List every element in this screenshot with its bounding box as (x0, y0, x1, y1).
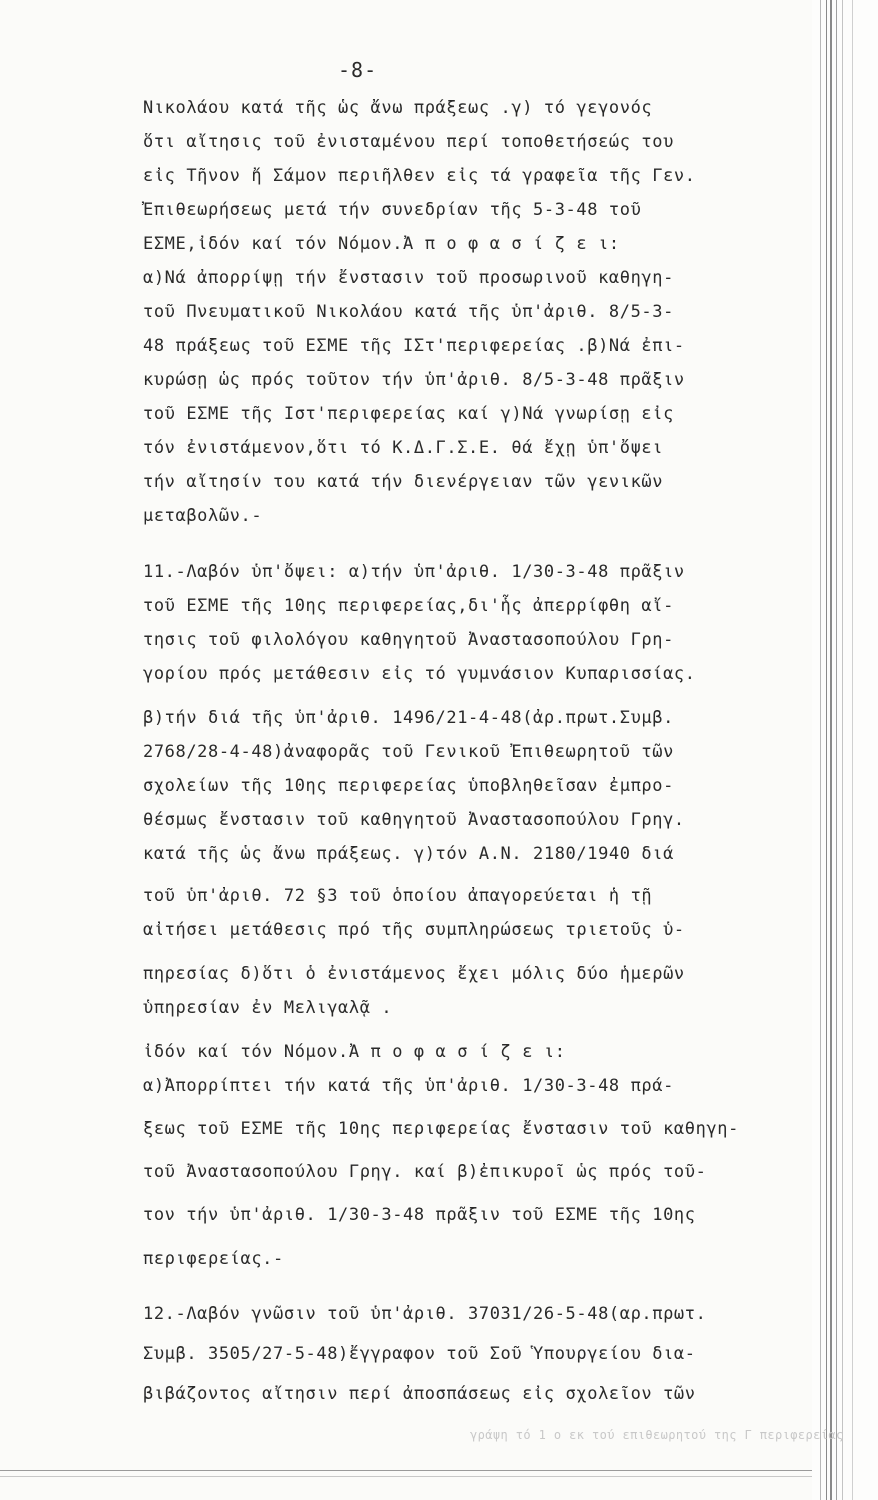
text-line: α)Ἀπορρίπτει τήν κατά τῆς ὑπ'ἀριθ. 1/30-3-48 πρά- (143, 1076, 674, 1096)
text-line: 11.-Λαβόν ὑπ'ὄψει: α)τήν ὑπ'ἀριθ. 1/30-3-48 πρᾶξιν (143, 562, 685, 582)
text-line: τησις τοῦ φιλολόγου καθηγητοῦ Ἀναστασοπούλου Γρη- (143, 630, 674, 650)
text-line: α)Νά ἀπορρίψῃ τήν ἔνστασιν τοῦ προσωρινοῦ καθηγη- (143, 268, 674, 288)
text-line: 48 πράξεως τοῦ ΕΣΜΕ τῆς ΙΣτ'περιφερείας .β)Νά ἐπι- (143, 336, 685, 356)
binding-line (830, 0, 832, 1500)
text-line: Νικολάου κατά τῆς ὡς ἄνω πράξεως .γ) τό γεγονός (143, 98, 653, 118)
binding-line (836, 0, 837, 1500)
text-line: ΕΣΜΕ,ἰδόν καί τόν Νόμον.Ἀ π ο φ α σ ί ζ ε ι: (143, 234, 620, 254)
text-line: σχολείων τῆς 10ης περιφερείας ὑποβληθεῖσαν ἐμπρο- (143, 776, 674, 796)
footer-rule (0, 1476, 812, 1477)
binding-line (852, 0, 853, 1500)
text-line: κυρώσῃ ὡς πρός τοῦτον τήν ὑπ'ἀριθ. 8/5-3-48 πρᾶξιν (143, 370, 685, 390)
binding-strip (812, 0, 878, 1500)
binding-line (820, 0, 821, 1500)
text-line: τόν ἐνιστάμενον,ὅτι τό Κ.Δ.Γ.Σ.Ε. θά ἔχῃ ὑπ'ὄψει (143, 438, 664, 458)
text-line: 12.-Λαβόν γνῶσιν τοῦ ὑπ'ἀριθ. 37031/26-5-48(αρ.πρωτ. (143, 1304, 707, 1324)
text-line: 2768/28-4-48)ἀναφορᾶς τοῦ Γενικοῦ Ἐπιθεωρητοῦ τῶν (143, 742, 674, 762)
text-line: βιβάζοντος αἴτησιν περί ἀποσπάσεως εἰς σχολεῖον τῶν (143, 1384, 696, 1404)
text-line: τοῦ ὑπ'ἀριθ. 72 §3 τοῦ ὁποίου ἀπαγορεύεται ἡ τῇ (143, 886, 653, 906)
bleed-through-text: γράψη τό 1 ο εκ τού επιθεωρητού της Γ περιφερείας (470, 1428, 844, 1442)
text-line: ἰδόν καί τόν Νόμον.Ἀ π ο φ α σ ί ζ ε ι: (143, 1042, 566, 1062)
text-line: μεταβολῶν.- (143, 506, 263, 526)
paragraph-1 (143, 91, 793, 533)
text-line: τοῦ Ἀναστασοπούλου Γρηγ. καί β)ἐπικυροῖ ὡς πρός τοῦ- (143, 1162, 707, 1182)
text-line: πηρεσίας δ)ὅτι ὁ ἐνιστάμενος ἔχει μόλις δύο ἡμερῶν (143, 964, 685, 984)
footer-rule (0, 1470, 812, 1471)
text-line: τήν αἴτησίν του κατά τήν διενέργειαν τῶν γενικῶν (143, 472, 664, 492)
text-line: τον τήν ὑπ'ἀριθ. 1/30-3-48 πρᾶξιν τοῦ ΕΣΜΕ τῆς 10ης (143, 1205, 696, 1225)
paragraph-3 (143, 1297, 793, 1411)
binding-line (842, 0, 843, 1500)
text-line: τοῦ Πνευματικοῦ Νικολάου κατά τῆς ὑπ'ἀριθ. 8/5-3- (143, 302, 674, 322)
text-line: περιφερείας.- (143, 1249, 284, 1269)
text-line: ὑπηρεσίαν ἐν Μελιγαλᾷ . (143, 998, 393, 1018)
text-line: Συμβ. 3505/27-5-48)ἔγγραφον τοῦ Σοῦ Ὑπουργείου δια- (143, 1344, 696, 1364)
text-line: τοῦ ΕΣΜΕ τῆς Ιστ'περιφερείας καί γ)Νά γνωρίσῃ εἰς (143, 404, 674, 424)
text-line: Ἐπιθεωρήσεως μετά τήν συνεδρίαν τῆς 5-3-48 τοῦ (143, 200, 642, 220)
text-line: β)τήν διά τῆς ὑπ'ἀριθ. 1496/21-4-48(ἀρ.πρωτ.Συμβ. (143, 708, 674, 728)
binding-line (826, 0, 827, 1500)
text-line: κατά τῆς ὡς ἄνω πράξεως. γ)τόν Α.Ν. 2180/1940 διά (143, 844, 674, 864)
page-number: -8- (338, 58, 378, 82)
text-line: τοῦ ΕΣΜΕ τῆς 10ης περιφερείας,δι'ἧς ἀπερρίφθη αἴ- (143, 596, 674, 616)
text-line: γορίου πρός μετάθεσιν εἰς τό γυμνάσιον Κυπαρισσίας. (143, 664, 696, 684)
paragraph-2 (143, 555, 793, 1276)
text-line: εἰς Τῆνον ἤ Σάμον περιῆλθεν εἰς τά γραφεῖα τῆς Γεν. (143, 166, 696, 186)
text-line: ὅτι αἴτησις τοῦ ἐνισταμένου περί τοποθετήσεώς του (143, 132, 674, 152)
text-line: ξεως τοῦ ΕΣΜΕ τῆς 10ης περιφερείας ἔνστασιν τοῦ καθηγη- (143, 1119, 739, 1139)
text-line: αἰτήσει μετάθεσις πρό τῆς συμπληρώσεως τριετοῦς ὑ- (143, 920, 685, 940)
text-line: θέσμως ἔνστασιν τοῦ καθηγητοῦ Ἀναστασοπούλου Γρηγ. (143, 810, 685, 830)
